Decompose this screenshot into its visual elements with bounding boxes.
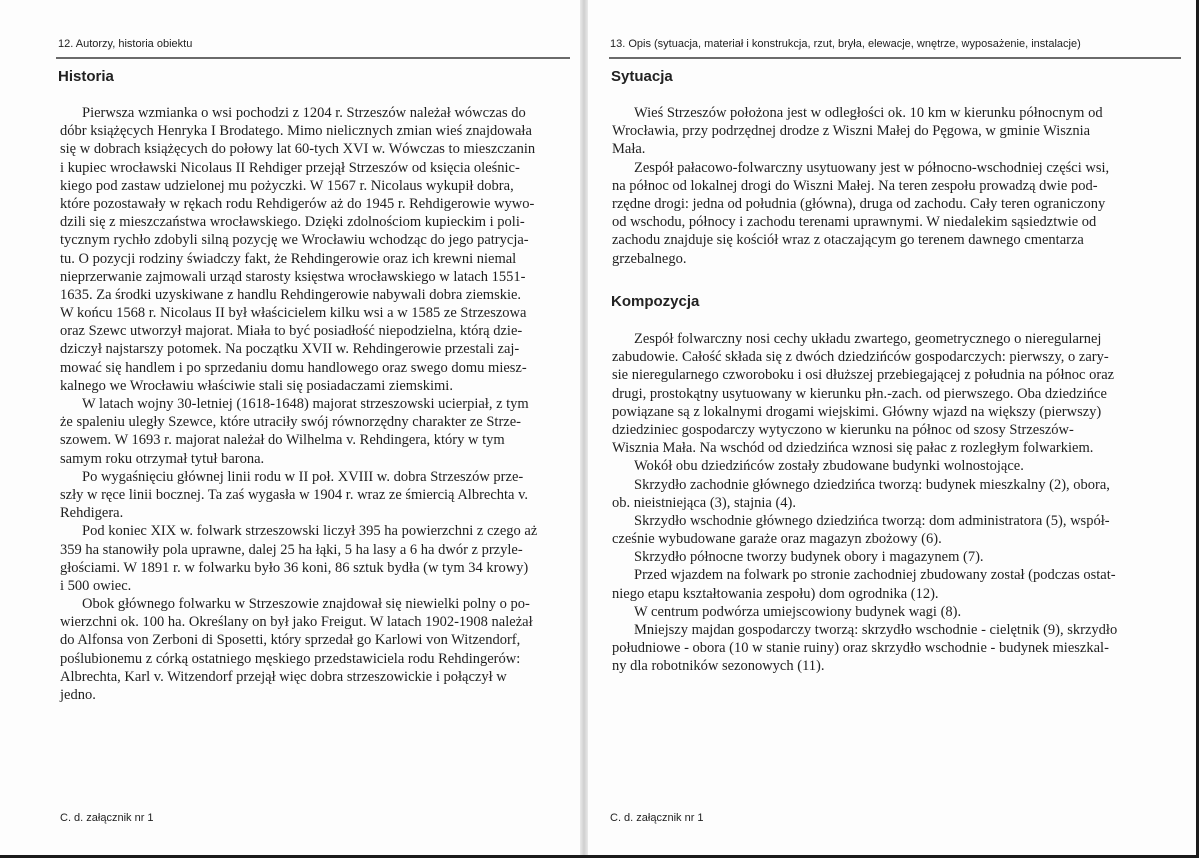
right-page-header: 13. Opis (sytuacja, materiał i konstrukcja, rzut, bryła, elewacje, wnętrze, wyposażenie, instalacje) bbox=[610, 38, 1081, 50]
text-line: grzebalnego. bbox=[612, 250, 687, 267]
text-line: ny dla robotników sezonowych (11). bbox=[612, 658, 825, 675]
text-line: Przed wjazdem na folwark po stronie zachodniej zbudowany został (podczas ostat- bbox=[634, 567, 1116, 584]
text-line: poślubionemu z córką ostatniego męskiego przedstawiciela rodu Rehdingerów: bbox=[60, 650, 521, 667]
text-line: rzędne drogi: jedna od południa (główna), druga od zachodu. Cały teren ograniczony bbox=[612, 195, 1106, 212]
text-line: Obok głównego folwarku w Strzeszowie znajdował się niewielki polny o po- bbox=[82, 596, 530, 613]
text-line: Skrzydło północne tworzy budynek obory i magazynem (7). bbox=[634, 549, 984, 566]
historia-text bbox=[60, 104, 566, 704]
text-line: 359 ha stanowiły pola uprawne, dalej 25 ha łąki, 5 ha lasy a 6 ha dwór z przyle- bbox=[60, 541, 523, 558]
left-page-footer: C. d. załącznik nr 1 bbox=[60, 812, 154, 824]
text-line: 1635. Za środki uzyskiwane z handlu Rehdingerowie nabywali dobra ziemskie. bbox=[60, 286, 522, 303]
text-line: Skrzydło zachodnie głównego dziedzińca tworzą: budynek mieszkalny (2), obora, bbox=[634, 476, 1110, 493]
text-line: Wieś Strzeszów położona jest w odległości ok. 10 km w kierunku północnym od bbox=[634, 105, 1103, 121]
text-line: Po wygaśnięciu głównej linii rodu w II poł. XVIII w. dobra Strzeszów prze- bbox=[82, 468, 524, 485]
text-line: Albrechta, Karl v. Witzendorf przejął więc dobra strzeszowickie i połączył w bbox=[60, 668, 507, 685]
text-line: wierzchni ok. 100 ha. Określany on był jako Freigut. W latach 1902-1908 należał bbox=[60, 614, 533, 631]
text-line: Pierwsza wzmianka o wsi pochodzi z 1204 r. Strzeszów należał wówczas do bbox=[82, 105, 526, 121]
text-line: tu. O pozycji rodziny świadczy fakt, że Rehdingerowie oraz ich krewni niemal bbox=[60, 250, 517, 267]
text-line: cześnie wybudowane garaże oraz magazyn zbożowy (6). bbox=[612, 531, 942, 548]
text-line: od wschodu, północy i zachodu terenami uprawnymi. W niedalekim sąsiedztwie od bbox=[612, 214, 1097, 231]
section-title-sytuacja: Sytuacja bbox=[611, 68, 673, 85]
text-line: Pod koniec XIX w. folwark strzeszowski liczył 395 ha powierzchni z czego aż bbox=[82, 523, 538, 540]
text-line: Wisznia Mała. Na wschód od dziedzińca wznosi się pałac z rozległym folwarkiem. bbox=[612, 440, 1094, 457]
text-line: i 500 owiec. bbox=[60, 577, 132, 594]
text-line: zachodu znajduje się kościół wraz z otaczającym go terenem dawnego cmentarza bbox=[612, 232, 1084, 249]
left-page bbox=[0, 0, 580, 858]
section-title-kompozycja: Kompozycja bbox=[611, 293, 700, 310]
text-line: zabudowie. Całość składa się z dwóch dziedzińców gospodarczych: pierwszy, o zary- bbox=[612, 349, 1109, 366]
text-line: tycznym rychło zdobyli silną pozycję we Wrocławiu wchodząc do jego patrycja- bbox=[60, 232, 529, 249]
text-line: że spaleniu uległy Szewce, które utraciły swój równorzędny charakter ze Strze- bbox=[60, 414, 521, 431]
sytuacja-text bbox=[612, 104, 1182, 268]
text-line: kalnego we Wrocławiu właściwie stali się posiadaczami ziemskimi. bbox=[60, 377, 453, 394]
text-line: sie nieregularnego czworoboku i osi dłuższej przebiegającej z południa na północ oraz bbox=[612, 367, 1115, 384]
text-line: na północ od lokalnej drogi do Wiszni Małej. Na teren zespołu prowadzą dwie pod- bbox=[612, 177, 1098, 194]
text-line: oraz Szewc utworzył majorat. Miała to być posiadłość niepodzielna, którą dzie- bbox=[60, 323, 523, 340]
left-header-rule bbox=[56, 57, 570, 59]
right-page bbox=[588, 0, 1199, 858]
text-line: W latach wojny 30-letniej (1618-1648) majorat strzeszowski ucierpiał, z tym bbox=[82, 396, 529, 412]
text-line: dóbr książęcych Henryka I Brodatego. Mimo nielicznych zmian wieś znajdowała bbox=[60, 123, 532, 140]
text-line: południowe - obora (10 w stanie ruiny) oraz skrzydło wschodnie - budynek mieszkal- bbox=[612, 640, 1109, 657]
text-line: się w dobrach książęcych do połowy lat 60-tych XVI w. Wówczas to mieszczanin bbox=[60, 141, 536, 158]
right-header-rule bbox=[609, 57, 1181, 59]
text-line: nieprzerwanie zajmowali urząd starosty księstwa wrocławskiego w latach 1551- bbox=[60, 268, 526, 285]
text-line: szły w ręce linii bocznej. Ta zaś wygasła w 1904 r. wraz ze śmiercią Albrechta v. bbox=[60, 486, 529, 503]
text-line: dziczył najstarszy potomek. Na początku XVII w. Rehdingerowie przestali zaj- bbox=[60, 341, 520, 358]
kompozycja-text bbox=[612, 330, 1182, 676]
text-line: Mała. bbox=[612, 141, 646, 158]
text-line: i kupiec wrocławski Nicolaus II Rehdiger przejął Strzeszów od księcia oleśnic- bbox=[60, 159, 520, 176]
text-line: głościami. W 1891 r. w folwarku było 36 koni, 86 sztuk bydła (w tym 34 krowy) bbox=[60, 559, 529, 576]
section-title-historia: Historia bbox=[58, 68, 114, 85]
left-page-header: 12. Autorzy, historia obiektu bbox=[58, 38, 193, 50]
text-line: Zespół pałacowo-folwarczny usytuowany jest w północno-wschodniej części wsi, bbox=[634, 159, 1110, 176]
text-line: drugi, prostokątny usytuowany w kierunku płn.-zach. od pierwszego. Oba dziedzińce bbox=[612, 385, 1107, 402]
text-line: W centrum podwórza umiejscowiony budynek wagi (8). bbox=[634, 603, 962, 620]
text-line: dzili się z mieszczaństwa wrocławskiego. Dzięki zdolnościom kupieckim i poli- bbox=[60, 214, 525, 231]
text-line: jedno. bbox=[60, 687, 96, 703]
text-line: dziedziniec gospodarczy wytyczono w kierunku na północ od szosy Strzeszów- bbox=[612, 421, 1074, 438]
text-line: Wokół obu dziedzińców zostały zbudowane budynki wolnostojące. bbox=[634, 458, 1024, 475]
text-line: do Alfonsa von Zerboni di Sposetti, który sprzedał go Karlowi von Witzendorf, bbox=[60, 632, 521, 649]
text-line: samym roku otrzymał tytuł barona. bbox=[60, 450, 265, 467]
right-page-footer: C. d. załącznik nr 1 bbox=[610, 812, 704, 824]
text-line: Wrocławia, przy podrzędnej drodze z Wiszni Małej do Pęgowa, w gminie Wisznia bbox=[612, 123, 1091, 140]
text-line: które pozostawały w rękach rodu Rehdigerów aż do 1945 r. Rehdigerowie wywo- bbox=[60, 195, 535, 212]
page-spine bbox=[580, 0, 588, 858]
text-line: mować się handlem i po sprzedaniu domu handlowego oraz swego domu miesz- bbox=[60, 359, 527, 376]
text-line: Mniejszy majdan gospodarczy tworzą: skrzydło wschodnie - cielętnik (9), skrzydło bbox=[634, 622, 1118, 638]
text-line: niego etapu kształtowania zespołu) dom ogrodnika (12). bbox=[612, 585, 939, 602]
text-line: Rehdigera. bbox=[60, 505, 124, 522]
text-line: kiego pod zastaw udzielonej mu pożyczki. W 1567 r. Nicolaus wykupił dobra, bbox=[60, 177, 514, 194]
text-line: ob. nieistniejąca (3), stajnia (4). bbox=[612, 494, 797, 511]
text-line: powiązane są z lokalnymi drogami wiejskimi. Główny wjazd na większy (pierwszy) bbox=[612, 403, 1102, 420]
text-line: Skrzydło wschodnie głównego dziedzińca tworzą: dom administratora (5), współ- bbox=[634, 512, 1110, 529]
text-line: Zespół folwarczny nosi cechy układu zwartego, geometrycznego o nieregularnej bbox=[634, 331, 1102, 347]
text-line: szowem. W 1693 r. majorat należał do Wilhelma v. Rehdingera, który w tym bbox=[60, 432, 505, 449]
text-line: W końcu 1568 r. Nicolaus II był właścicielem kilku wsi a w 1585 ze Strzeszowa bbox=[60, 305, 527, 322]
